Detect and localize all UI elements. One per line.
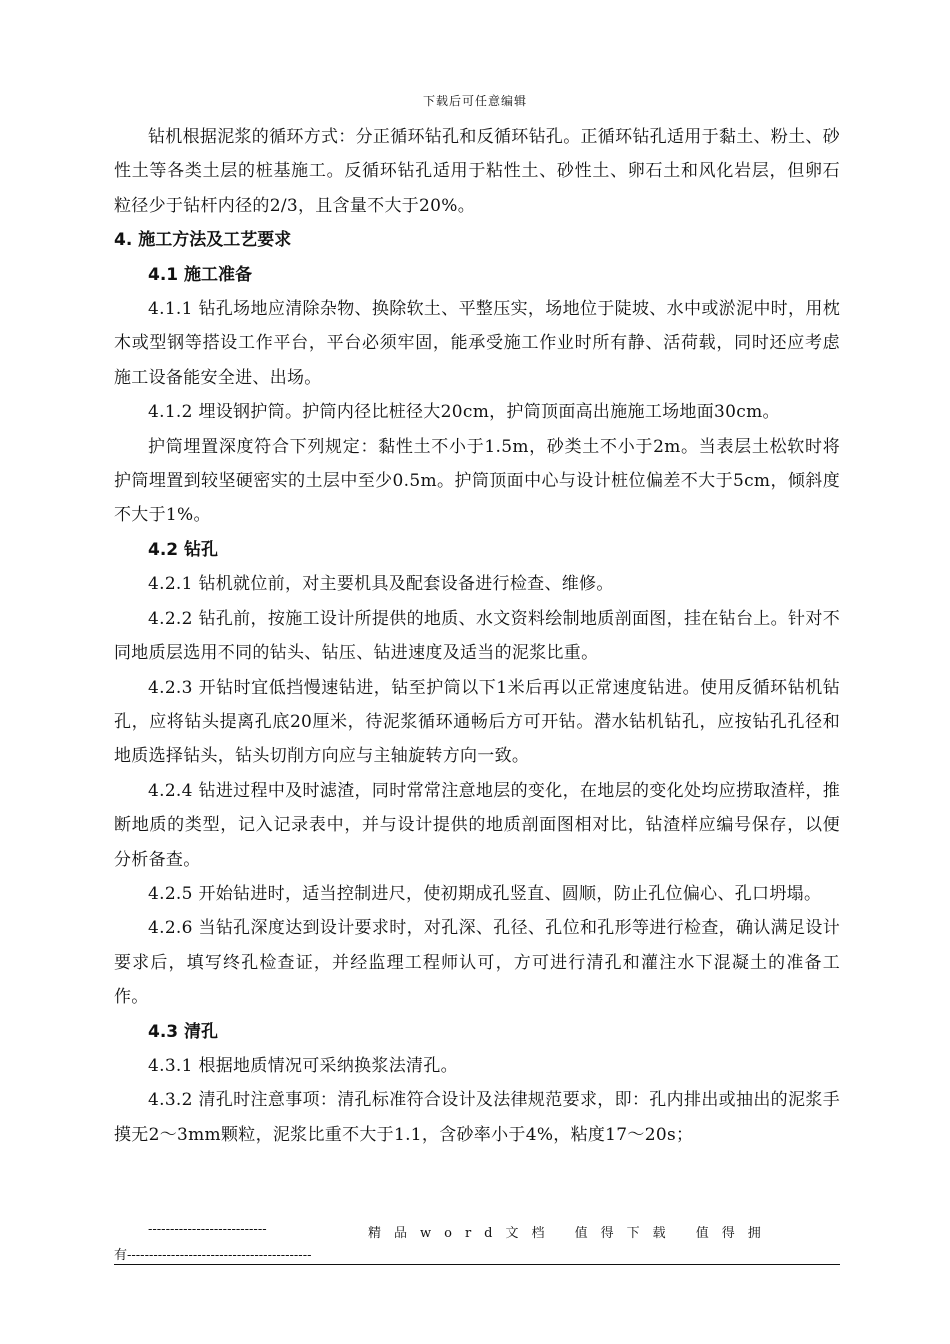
footer-line-1 bbox=[114, 1222, 840, 1244]
paragraph-4-3-2: 4.3.2 清孔时注意事项：清孔标准符合设计及法律规范要求，即：孔内排出或抽出的泥浆手摸无2～3mm颗粒，泥浆比重不大于1.1，含砂率小于4%，粘度17～20s； bbox=[114, 1090, 840, 1145]
paragraph-4-1-1: 4.1.1 钻孔场地应清除杂物、换除软土、平整压实，场地位于陡坡、水中或淤泥中时，用枕木或型钢等搭设工作平台，平台必须牢固，能承受施工作业时所有静、活荷载，同时还应考虑施工设备能安全进、出场。 bbox=[114, 299, 840, 388]
paragraph-4-2-3: 4.2.3 开钻时宜低挡慢速钻进，钻至护筒以下1米后再以正常速度钻进。使用反循环钻机钻孔，应将钻头提离孔底20厘米，待泥浆循环通畅后方可开钻。潜水钻机钻孔，应按钻孔孔径和地质选择钻头，钻头切削方向应与主轴旋转方向一致。 bbox=[114, 677, 840, 767]
paragraph-casing-depth: 护筒埋置深度符合下列规定：黏性土不小于1.5m，砂类土不小于2m。当表层土松软时将护筒埋置到较坚硬密实的土层中至少0.5m。护筒顶面中心与设计桩位偏差不大于5cm，倾斜度不大于1%。 bbox=[114, 436, 840, 526]
paragraph-4-1-2: 4.1.2 埋设钢护筒。护筒内径比桩径大20cm，护筒顶面高出施施工场地面30cm。 bbox=[148, 402, 780, 423]
footer-rule bbox=[114, 1264, 840, 1265]
paragraph-4-2-4: 4.2.4 钻进过程中及时滤渣，同时常常注意地层的变化，在地层的变化处均应捞取渣样，推断地质的类型，记入记录表中，并与设计提供的地质剖面图相对比，钻渣样应编号保存，以便分析备查。 bbox=[114, 780, 840, 870]
paragraph-4-3-1: 4.3.1 根据地质情况可采纳换浆法清孔。 bbox=[148, 1055, 458, 1076]
page-header: 下载后可任意编辑 bbox=[422, 94, 527, 108]
section-heading-4: 4. 施工方法及工艺要求 bbox=[114, 230, 292, 251]
page-footer bbox=[114, 1222, 840, 1263]
footer-slogan: 精品word文档 值得下载 值得拥 bbox=[368, 1226, 774, 1241]
subsection-heading-4-2: 4.2 钻孔 bbox=[148, 539, 219, 560]
footer-dashes: --------------------------- bbox=[148, 1222, 267, 1237]
subsection-heading-4-1: 4.1 施工准备 bbox=[148, 264, 253, 285]
paragraph-4-2-5: 4.2.5 开始钻进时，适当控制进尺，使初期成孔竖直、圆顺，防止孔位偏心、孔口坍塌。 bbox=[148, 883, 822, 904]
paragraph-4-2-2: 4.2.2 钻孔前，按施工设计所提供的地质、水文资料绘制地质剖面图，挂在钻台上。针对不同地质层选用不同的钻头、钻压、钻进速度及适当的泥浆比重。 bbox=[114, 608, 840, 664]
document-body bbox=[114, 120, 840, 1152]
paragraph-intro: 钻机根据泥浆的循环方式：分正循环钻孔和反循环钻孔。正循环钻孔适用于黏土、粉土、砂性土等各类土层的桩基施工。反循环钻孔适用于粘性土、砂性土、卵石土和风化岩层，但卵石粒径少于钻杆内径的2/3，且含量不大于20%。 bbox=[114, 127, 840, 216]
paragraph-4-2-1: 4.2.1 钻机就位前，对主要机具及配套设备进行检查、维修。 bbox=[148, 574, 614, 595]
subsection-heading-4-3: 4.3 清孔 bbox=[148, 1021, 219, 1042]
footer-line-2: 有------------------------------------------ bbox=[114, 1248, 312, 1263]
paragraph-4-2-6: 4.2.6 当钻孔深度达到设计要求时，对孔深、孔径、孔位和孔形等进行检查，确认满足设计要求后，填写终孔检查证，并经监理工程师认可，方可进行清孔和灌注水下混凝土的准备工作。 bbox=[114, 918, 840, 1008]
